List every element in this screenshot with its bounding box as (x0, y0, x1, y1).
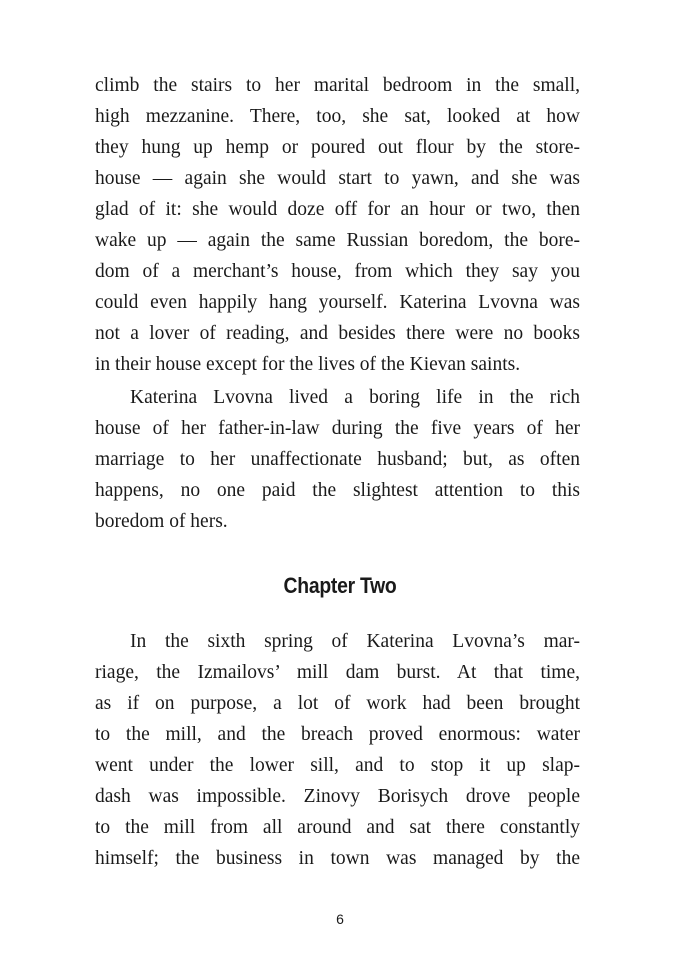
chapter-heading: Chapter Two (283, 573, 397, 598)
text-line: house of her father-in-law during the five years of her (95, 418, 580, 439)
text-line: In the sixth spring of Katerina Lvovna’s mar- (130, 631, 580, 652)
page-number: 6 (336, 911, 344, 927)
text-line: went under the lower sill, and to stop it up slap- (95, 755, 580, 776)
text-line: as if on purpose, a lot of work had been brought (95, 693, 580, 714)
text-line: dom of a merchant’s house, from which they say you (95, 261, 580, 282)
text-line: climb the stairs to her marital bedroom in the small, (95, 75, 580, 96)
text-line: high mezzanine. There, too, she sat, looked at how (95, 106, 580, 127)
text-line: marriage to her unaffectionate husband; but, as often (95, 449, 580, 470)
text-line: boredom of hers. (95, 511, 228, 532)
text-line: not a lover of reading, and besides there were no books (95, 323, 580, 344)
text-line: riage, the Izmailovs’ mill dam burst. At that time, (95, 662, 580, 683)
text-line: Katerina Lvovna lived a boring life in the rich (130, 387, 580, 408)
text-line: house — again she would start to yawn, and she was (95, 168, 580, 189)
text-line: himself; the business in town was managed by the (95, 848, 580, 869)
text-line: they hung up hemp or poured out flour by the store- (95, 137, 580, 158)
text-line: to the mill, and the breach proved enormous: water (95, 724, 580, 745)
text-line: could even happily hang yourself. Katerina Lvovna was (95, 292, 580, 313)
text-line: glad of it: she would doze off for an hour or two, then (95, 199, 580, 220)
text-line: wake up — again the same Russian boredom, the bore- (95, 230, 580, 251)
text-line: happens, no one paid the slightest attention to this (95, 480, 580, 501)
text-line: to the mill from all around and sat there constantly (95, 817, 580, 838)
text-line: in their house except for the lives of the Kievan saints. (95, 354, 521, 375)
text-line: dash was impossible. Zinovy Borisych drove people (95, 786, 580, 807)
